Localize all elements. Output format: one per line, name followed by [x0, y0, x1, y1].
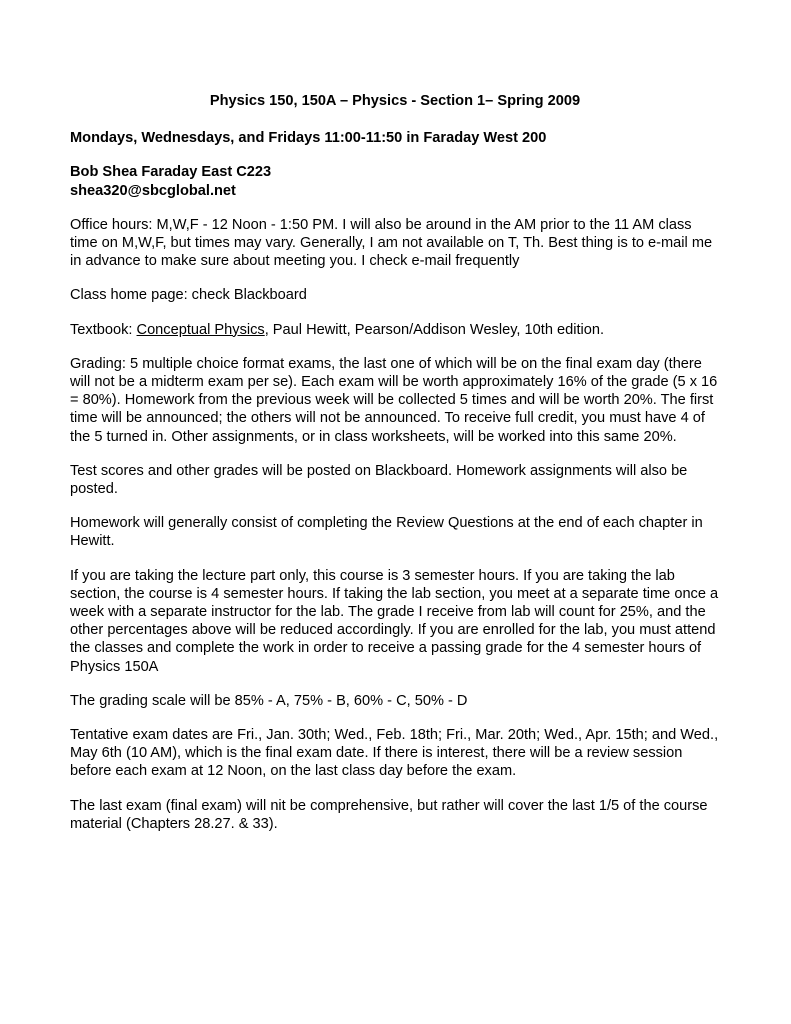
- textbook-paragraph: [70, 321, 720, 339]
- class-home-paragraph: Class home page: check Blackboard: [70, 287, 307, 304]
- textbook-details: , Paul Hewitt, Pearson/Addison Wesley, 10th edition.: [264, 321, 605, 338]
- course-title: Physics 150, 150A – Physics - Section 1– Spring 2009: [209, 93, 581, 109]
- lab-paragraph: If you are taking the lecture part only, this course is 3 semester hours. If you are taking the lab section, the course is 4 semester hours. If taking the lab section, you meet at a separate time once a week with a separate instructor for the lab. The grade I receive from lab will count for 25%, and the other percentages above will be reduced accordingly. If you are enrolled for the lab, you must attend the classes and complete the work in order to receive a passing grade for the 4 semester hours of Physics 150A: [70, 567, 719, 675]
- office-hours-paragraph: Office hours: M,W,F - 12 Noon - 1:50 PM. I will also be around in the AM prior to the 11 AM class time on M,W,F, but times may vary. Generally, I am not available on T, Th. Best thing is to e-mail me in advance to make sure about meeting you. I check e-mail frequently: [70, 216, 713, 270]
- test-scores-paragraph: Test scores and other grades will be posted on Blackboard. Homework assignments will also be posted.: [70, 462, 688, 498]
- instructor-office: Bob Shea Faraday East C223: [70, 164, 272, 181]
- syllabus-page: [70, 92, 720, 849]
- grading-paragraph: Grading: 5 multiple choice format exams, the last one of which will be on the final exam day (there will not be a midterm exam per se). Each exam will be worth approximately 16% of the grade (5 x 16 = 80%). Homework from the previous week will be collected 5 times and will be worth 20%. The first time will be announced; the others will not be announced. To receive full credit, you must have 4 of the 5 turned in. Other assignments, or in class worksheets, will be worked into this same 20%.: [70, 355, 718, 445]
- grading-scale-paragraph: The grading scale will be 85% - A, 75% - B, 60% - C, 50% - D: [70, 692, 468, 709]
- instructor-email: shea320@sbcglobal.net: [70, 182, 236, 199]
- final-exam-paragraph: The last exam (final exam) will nit be comprehensive, but rather will cover the last 1/5 of the course material (Chapters 28.27. & 33).: [70, 797, 708, 832]
- textbook-prefix: Textbook:: [70, 321, 137, 338]
- class-schedule: Mondays, Wednesdays, and Fridays 11:00-11:50 in Faraday West 200: [70, 130, 547, 147]
- textbook-title: Conceptual Physics: [136, 321, 265, 338]
- exam-dates-paragraph: Tentative exam dates are Fri., Jan. 30th; Wed., Feb. 18th; Fri., Mar. 20th; Wed., Apr. 15th; and Wed., May 6th (10 AM), which is the final exam date. If there is interest, there will be a review session before each exam at 12 Noon, on the last class day before the exam.: [70, 727, 719, 780]
- homework-paragraph: Homework will generally consist of completing the Review Questions at the end of each chapter in Hewitt.: [70, 515, 703, 550]
